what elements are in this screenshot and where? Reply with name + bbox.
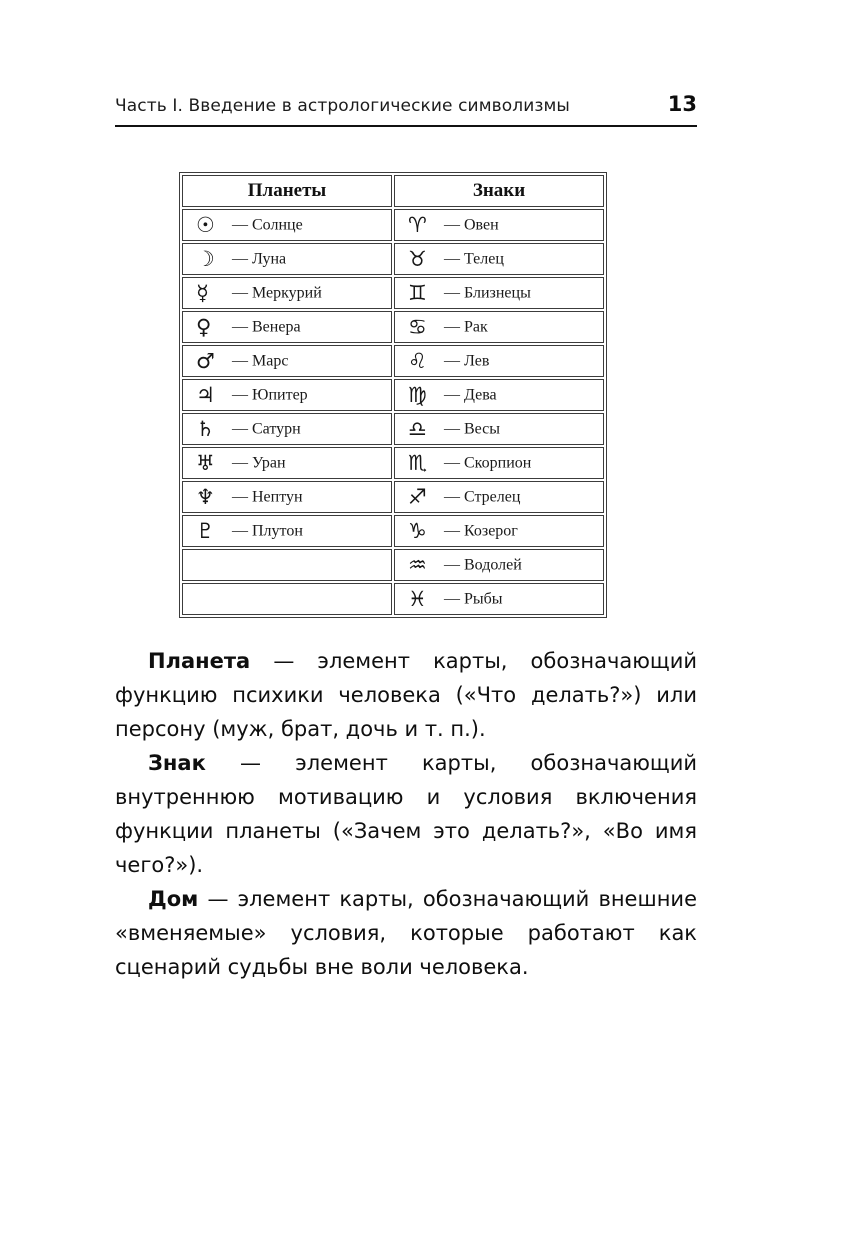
sun-icon: ☉ — [196, 212, 215, 237]
table-row — [182, 311, 604, 343]
paragraph-house — [115, 882, 697, 984]
planet-name: — Луна — [232, 250, 287, 267]
table-row — [182, 277, 604, 309]
taurus-icon: ♉ — [408, 246, 427, 271]
sign-cell — [394, 515, 604, 547]
chapter-title: Часть I. Введение в астрологические символизмы — [115, 96, 570, 116]
planet-name: — Меркурий — [232, 284, 322, 301]
planet-cell — [182, 311, 392, 343]
planet-cell — [182, 447, 392, 479]
venus-icon: ♀ — [196, 314, 212, 339]
paragraph-sign — [115, 746, 697, 882]
sign-cell — [394, 277, 604, 309]
table-header-row — [182, 175, 604, 207]
jupiter-icon: ♃ — [196, 382, 215, 407]
sign-name: — Весы — [444, 420, 501, 437]
paragraph-sign-text: — элемент карты, обозначающий внутреннюю мотивацию и условия включения функции планеты («Зачем это делать?», «Во имя чего?»). — [115, 751, 697, 877]
capricorn-icon: ♑ — [408, 518, 427, 543]
sign-cell — [394, 311, 604, 343]
table-row — [182, 481, 604, 513]
sign-name: — Дева — [444, 386, 497, 403]
paragraph-house-text: — элемент карты, обозначающий внешние «вменяемые» условия, которые работают как сценарий судьбы вне воли человека. — [115, 887, 697, 979]
term-sign: Знак — [148, 751, 206, 775]
planet-name: — Юпитер — [232, 386, 308, 403]
sign-cell — [394, 447, 604, 479]
paragraph-planet — [115, 644, 697, 746]
sign-cell — [394, 549, 604, 581]
moon-icon: ☽ — [196, 246, 215, 271]
running-header — [115, 92, 697, 116]
planet-cell-empty — [182, 583, 392, 615]
table-row — [182, 345, 604, 377]
header-divider — [115, 125, 697, 127]
sign-name: — Лев — [444, 352, 490, 369]
scorpio-icon: ♏ — [408, 450, 427, 475]
planet-cell — [182, 515, 392, 547]
table-row — [182, 447, 604, 479]
planet-cell — [182, 277, 392, 309]
planet-name: — Плутон — [232, 522, 303, 539]
virgo-icon: ♍ — [408, 382, 427, 407]
cancer-icon: ♋ — [408, 314, 427, 339]
saturn-icon: ♄ — [196, 416, 215, 441]
symbols-table-wrap — [179, 172, 697, 618]
planet-cell — [182, 481, 392, 513]
sign-cell — [394, 345, 604, 377]
sign-cell — [394, 413, 604, 445]
sign-cell — [394, 481, 604, 513]
sign-name: — Скорпион — [444, 454, 532, 471]
table-row — [182, 515, 604, 547]
planet-cell — [182, 379, 392, 411]
aries-icon: ♈ — [408, 212, 427, 237]
sign-cell — [394, 243, 604, 275]
planet-name: — Марс — [232, 352, 289, 369]
sign-name: — Телец — [444, 250, 504, 267]
sign-name: — Стрелец — [444, 488, 521, 505]
column-header-signs: Знаки — [394, 175, 604, 207]
table-row — [182, 549, 604, 581]
neptune-icon: ♆ — [196, 484, 215, 509]
planet-cell — [182, 209, 392, 241]
table-row — [182, 209, 604, 241]
planet-name: — Сатурн — [232, 420, 301, 437]
term-planet: Планета — [148, 649, 251, 673]
planet-name: — Нептун — [232, 488, 303, 505]
sign-cell — [394, 583, 604, 615]
sign-name: — Овен — [444, 216, 499, 233]
pisces-icon: ♓ — [408, 586, 427, 611]
sign-name: — Рак — [444, 318, 488, 335]
table-row — [182, 379, 604, 411]
mars-icon: ♂ — [196, 348, 215, 373]
planet-name: — Венера — [232, 318, 301, 335]
planets-signs-table — [179, 172, 607, 618]
libra-icon: ♎ — [408, 416, 427, 441]
planet-cell — [182, 345, 392, 377]
table-row — [182, 243, 604, 275]
sagittarius-icon: ♐ — [408, 484, 427, 509]
sign-cell — [394, 379, 604, 411]
sign-name: — Близнецы — [444, 284, 531, 301]
planet-cell-empty — [182, 549, 392, 581]
sign-name: — Рыбы — [444, 590, 503, 607]
sign-name: — Водолей — [444, 556, 522, 573]
body-text — [115, 644, 697, 984]
planet-name: — Солнце — [232, 216, 303, 233]
column-header-planets: Планеты — [182, 175, 392, 207]
term-house: Дом — [148, 887, 199, 911]
planet-name: — Уран — [232, 454, 286, 471]
table-row — [182, 583, 604, 615]
aquarius-icon: ♒ — [408, 552, 427, 577]
paragraph-planet-text: — элемент карты, обозначающий функцию психики человека («Что делать?») или персону (муж, брат, дочь и т. п.). — [115, 649, 697, 741]
table-row — [182, 413, 604, 445]
mercury-icon: ☿ — [196, 280, 209, 305]
uranus-icon: ♅ — [196, 450, 215, 475]
gemini-icon: ♊ — [408, 280, 427, 305]
sign-name: — Козерог — [444, 522, 518, 539]
page-number: 13 — [667, 92, 697, 116]
pluto-icon: ♇ — [196, 518, 215, 543]
leo-icon: ♌ — [408, 348, 427, 373]
sign-cell — [394, 209, 604, 241]
planet-cell — [182, 243, 392, 275]
page-content — [115, 92, 697, 984]
planet-cell — [182, 413, 392, 445]
